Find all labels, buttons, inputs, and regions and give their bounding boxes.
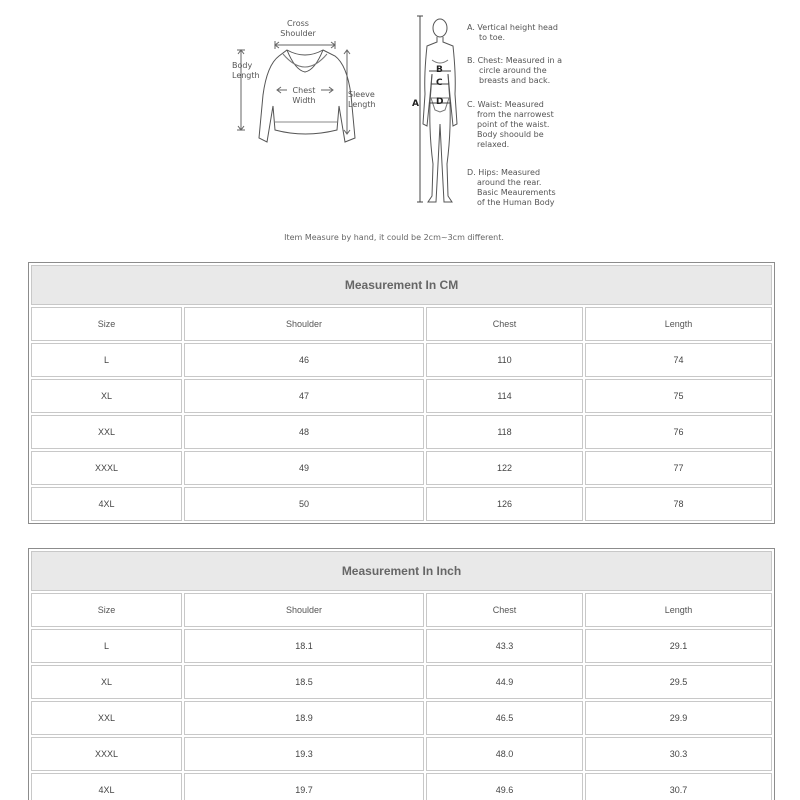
- cell-chest: 46.5: [426, 701, 583, 735]
- sleeve-length-label: [348, 90, 376, 110]
- cell-shoulder: 48: [184, 415, 424, 449]
- note-c-line3: point of the waist.: [477, 120, 550, 129]
- note-c: [467, 100, 554, 150]
- note-c-line4: Body shoould be: [477, 130, 544, 139]
- table-cm: [28, 262, 775, 524]
- marker-b: B: [436, 65, 443, 75]
- cell-shoulder: 47: [184, 379, 424, 413]
- table-row: [31, 737, 772, 771]
- note-d-line4: of the Human Body: [477, 198, 555, 207]
- table-row: [31, 665, 772, 699]
- measurement-diagram: [0, 0, 800, 255]
- cross-shoulder-line1: Cross: [287, 19, 309, 28]
- cross-shoulder-line2: Shoulder: [280, 29, 316, 38]
- cell-shoulder: 50: [184, 487, 424, 521]
- note-a: [467, 23, 558, 43]
- cell-shoulder: 19.3: [184, 737, 424, 771]
- table-row: [31, 379, 772, 413]
- note-b-line2: circle around the: [479, 66, 547, 75]
- header-shoulder: Shoulder: [184, 307, 424, 341]
- header-size: Size: [31, 307, 182, 341]
- header-length: Length: [585, 593, 772, 627]
- marker-c: C: [436, 78, 443, 88]
- table-row: [31, 773, 772, 800]
- table-row: [31, 701, 772, 735]
- header-chest: Chest: [426, 307, 583, 341]
- chest-width-line2: Width: [292, 96, 316, 105]
- cell-size: XL: [31, 379, 182, 413]
- cell-length: 77: [585, 451, 772, 485]
- body-length-line1: Body: [232, 61, 253, 70]
- cross-shoulder-label: [280, 19, 316, 39]
- cell-chest: 126: [426, 487, 583, 521]
- cell-size: 4XL: [31, 773, 182, 800]
- note-d-line2: around the rear.: [477, 178, 542, 187]
- note-d-line1: D. Hips: Measured: [467, 168, 541, 177]
- cell-size: 4XL: [31, 487, 182, 521]
- marker-d: D: [436, 97, 444, 107]
- cell-length: 29.5: [585, 665, 772, 699]
- measure-disclaimer: Item Measure by hand, it could be 2cm~3cm different.: [284, 233, 504, 242]
- cell-length: 29.9: [585, 701, 772, 735]
- table-title: Measurement In CM: [31, 265, 772, 305]
- body-length-label: [232, 61, 260, 81]
- cell-chest: 118: [426, 415, 583, 449]
- table-row: [31, 487, 772, 521]
- cell-length: 74: [585, 343, 772, 377]
- cell-size: XXL: [31, 701, 182, 735]
- note-a-line2: to toe.: [479, 33, 506, 42]
- note-b-line1: B. Chest: Measured in a: [467, 56, 563, 65]
- table-title: Measurement In Inch: [31, 551, 772, 591]
- header-chest: Chest: [426, 593, 583, 627]
- cell-shoulder: 18.9: [184, 701, 424, 735]
- cell-chest: 114: [426, 379, 583, 413]
- body-figure-illustration: [415, 14, 465, 206]
- table-row: [31, 343, 772, 377]
- cell-size: L: [31, 343, 182, 377]
- table-inch: [28, 548, 775, 800]
- sleeve-length-line2: Length: [348, 100, 376, 109]
- cell-length: 30.7: [585, 773, 772, 800]
- cell-length: 76: [585, 415, 772, 449]
- note-b-line3: breasts and back.: [479, 76, 551, 85]
- table-row: [31, 415, 772, 449]
- cell-shoulder: 46: [184, 343, 424, 377]
- cell-length: 75: [585, 379, 772, 413]
- note-b: [467, 56, 562, 86]
- table-row: [31, 451, 772, 485]
- chest-width-line1: Chest: [292, 86, 316, 95]
- cell-shoulder: 18.5: [184, 665, 424, 699]
- cell-chest: 49.6: [426, 773, 583, 800]
- note-c-line2: from the narrowest: [477, 110, 554, 119]
- cell-shoulder: 18.1: [184, 629, 424, 663]
- cell-shoulder: 49: [184, 451, 424, 485]
- note-d-line3: Basic Meaurements: [477, 188, 556, 197]
- cell-chest: 43.3: [426, 629, 583, 663]
- note-c-line5: relaxed.: [477, 140, 510, 149]
- cell-shoulder: 19.7: [184, 773, 424, 800]
- cell-length: 30.3: [585, 737, 772, 771]
- chest-width-label: [287, 86, 321, 106]
- note-d: [467, 168, 556, 208]
- note-c-line1: C. Waist: Measured: [467, 100, 544, 109]
- cell-size: L: [31, 629, 182, 663]
- sleeve-length-line1: Sleeve: [348, 90, 375, 99]
- marker-a: A: [412, 99, 419, 109]
- header-shoulder: Shoulder: [184, 593, 424, 627]
- header-size: Size: [31, 593, 182, 627]
- cell-length: 29.1: [585, 629, 772, 663]
- note-a-line1: A. Vertical height head: [467, 23, 558, 32]
- cell-size: XXXL: [31, 737, 182, 771]
- cell-chest: 48.0: [426, 737, 583, 771]
- cell-chest: 110: [426, 343, 583, 377]
- cell-size: XXXL: [31, 451, 182, 485]
- cell-chest: 122: [426, 451, 583, 485]
- table-row: [31, 629, 772, 663]
- header-length: Length: [585, 307, 772, 341]
- cell-length: 78: [585, 487, 772, 521]
- body-length-line2: Length: [232, 71, 260, 80]
- cell-size: XXL: [31, 415, 182, 449]
- cell-chest: 44.9: [426, 665, 583, 699]
- cell-size: XL: [31, 665, 182, 699]
